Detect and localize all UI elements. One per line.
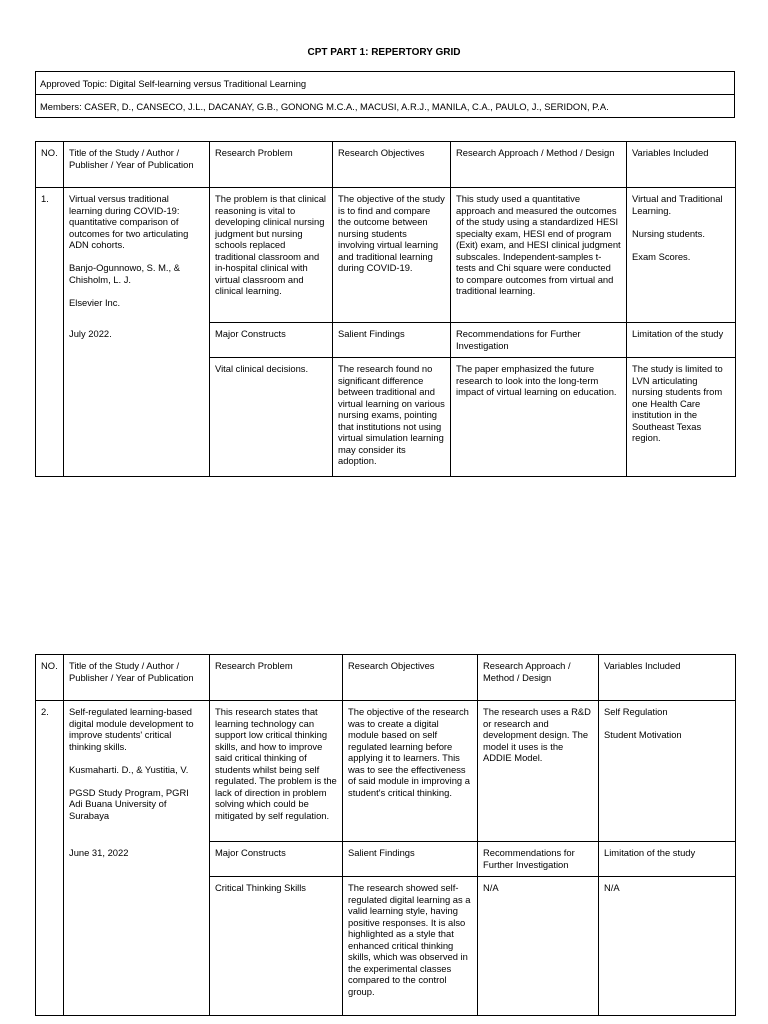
members-list: Members: CASER, D., CANSECO, J.L., DACANAY, G.B., GONONG M.C.A., MACUSI, A.R.J., MANILA, C.A., PAULO, J., SERIDON, P.A. (36, 95, 735, 118)
study-number: 2. (36, 701, 64, 842)
study-authors: Banjo-Ogunnowo, S. M., & Chisholm, L. J. (69, 262, 180, 285)
header-objectives: Research Objectives (343, 655, 478, 701)
header-title: Title of the Study / Author / Publisher / Year of Publication (64, 142, 210, 188)
research-approach: This study used a quantitative approach and measured the outcomes of the study using a standardized HESI specialty exam, HESI end of program (Exit) exam, and HESI clinical judgment subscales. Independent-samples t-tests and Chi square were conducted to compare outcomes from virtual and traditional learning. (451, 188, 627, 323)
study-citation (64, 188, 210, 323)
header-approach: Research Approach / Method / Design (478, 655, 599, 701)
header-recommendations: Recommendations for Further Investigation (478, 842, 599, 877)
research-problem: The problem is that clinical reasoning is vital to developing clinical nursing judgment but nursing schools replaced traditional classroom and in-hospital clinical with virtual classroom and clinical learning. (210, 188, 333, 323)
variable-item: Virtual and Traditional Learning. (632, 193, 723, 216)
header-recommendations: Recommendations for Further Investigation (451, 323, 627, 358)
salient-findings: The research found no significant difference between traditional and virtual learning on various nursing exams, pointing that institutions not using virtual simulation learning may consider its adoption. (333, 358, 451, 477)
study-citation (64, 701, 210, 842)
header-findings: Salient Findings (343, 842, 478, 877)
major-constructs: Vital clinical decisions. (210, 358, 333, 477)
limitation-of-study: N/A (599, 877, 736, 1016)
study-publisher: PGSD Study Program, PGRI Adi Buana University of Surabaya (69, 786, 189, 821)
study-title: Self-regulated learning-based digital module development to improve students' critical thinking skills. (69, 706, 194, 752)
research-problem: This research states that learning technology can support low critical thinking skills, and how to improve said critical thinking of students whilst being self regulated. The problem is the lack of direction in problem solving which could be mitigated by self regulation. (210, 701, 343, 842)
variable-item: Self Regulation (604, 706, 668, 717)
header-objectives: Research Objectives (333, 142, 451, 188)
repertory-grid-study-2 (35, 654, 736, 1016)
header-problem: Research Problem (210, 142, 333, 188)
study-year: July 2022. (64, 323, 210, 358)
header-title: Title of the Study / Author / Publisher / Year of Publication (64, 655, 210, 701)
variable-item: Exam Scores. (632, 250, 691, 262)
study-publisher: Elsevier Inc. (69, 296, 121, 308)
research-objectives: The objective of the research was to create a digital module based on self regulated learning before applying it to learners. This was to see the effectiveness of said module in improving a student's critical thinking. (343, 701, 478, 842)
recommendations: N/A (478, 877, 599, 1016)
study-number: 1. (36, 188, 64, 323)
header-variables: Variables Included (599, 655, 736, 701)
repertory-grid-study-1 (35, 141, 736, 477)
approved-topic: Approved Topic: Digital Self-learning versus Traditional Learning (36, 72, 735, 95)
study-number-continued (36, 358, 64, 477)
study-title: Virtual versus traditional learning during COVID-19: quantitative comparison of outcomes for two articulating ADN cohorts. (69, 193, 189, 250)
header-approach: Research Approach / Method / Design (451, 142, 627, 188)
study-number-continued (36, 323, 64, 358)
study-number-continued (36, 877, 64, 1016)
variable-item: Student Motivation (604, 729, 682, 740)
header-no: NO. (36, 655, 64, 701)
major-constructs: Critical Thinking Skills (210, 877, 343, 1016)
study-number-continued (36, 842, 64, 877)
study-citation-continued (64, 877, 210, 1016)
header-no: NO. (36, 142, 64, 188)
project-info-table (35, 71, 735, 118)
research-objectives: The objective of the study is to find and compare the outcome between nursing students involving virtual learning and traditional learning during COVID-19. (333, 188, 451, 323)
study-citation-continued (64, 358, 210, 477)
limitation-of-study: The study is limited to LVN articulating nursing students from one Health Care institution in the Southeast Texas region. (627, 358, 736, 477)
header-limitation: Limitation of the study (599, 842, 736, 877)
study-year: June 31, 2022 (64, 842, 210, 877)
variables-included (627, 188, 736, 323)
document-title: CPT PART 1: REPERTORY GRID (307, 47, 461, 58)
variables-included (599, 701, 736, 842)
variable-item: Nursing students. (632, 227, 705, 239)
header-constructs: Major Constructs (210, 323, 333, 358)
header-problem: Research Problem (210, 655, 343, 701)
header-findings: Salient Findings (333, 323, 451, 358)
recommendations: The paper emphasized the future research to look into the long-term impact of virtual learning on education. (451, 358, 627, 477)
study-authors: Kusmaharti. D., & Yustitia, V. (69, 763, 189, 775)
salient-findings: The research showed self-regulated digital learning as a valid learning style, having positive responses. It is also highlighted as a style that enhanced critical thinking skills, which was observed in the experimental classes compared to the control group. (343, 877, 478, 1016)
research-approach: The research uses a R&D or research and development design. The model it uses is the ADDIE Model. (478, 701, 599, 842)
header-constructs: Major Constructs (210, 842, 343, 877)
header-variables: Variables Included (627, 142, 736, 188)
header-limitation: Limitation of the study (627, 323, 736, 358)
